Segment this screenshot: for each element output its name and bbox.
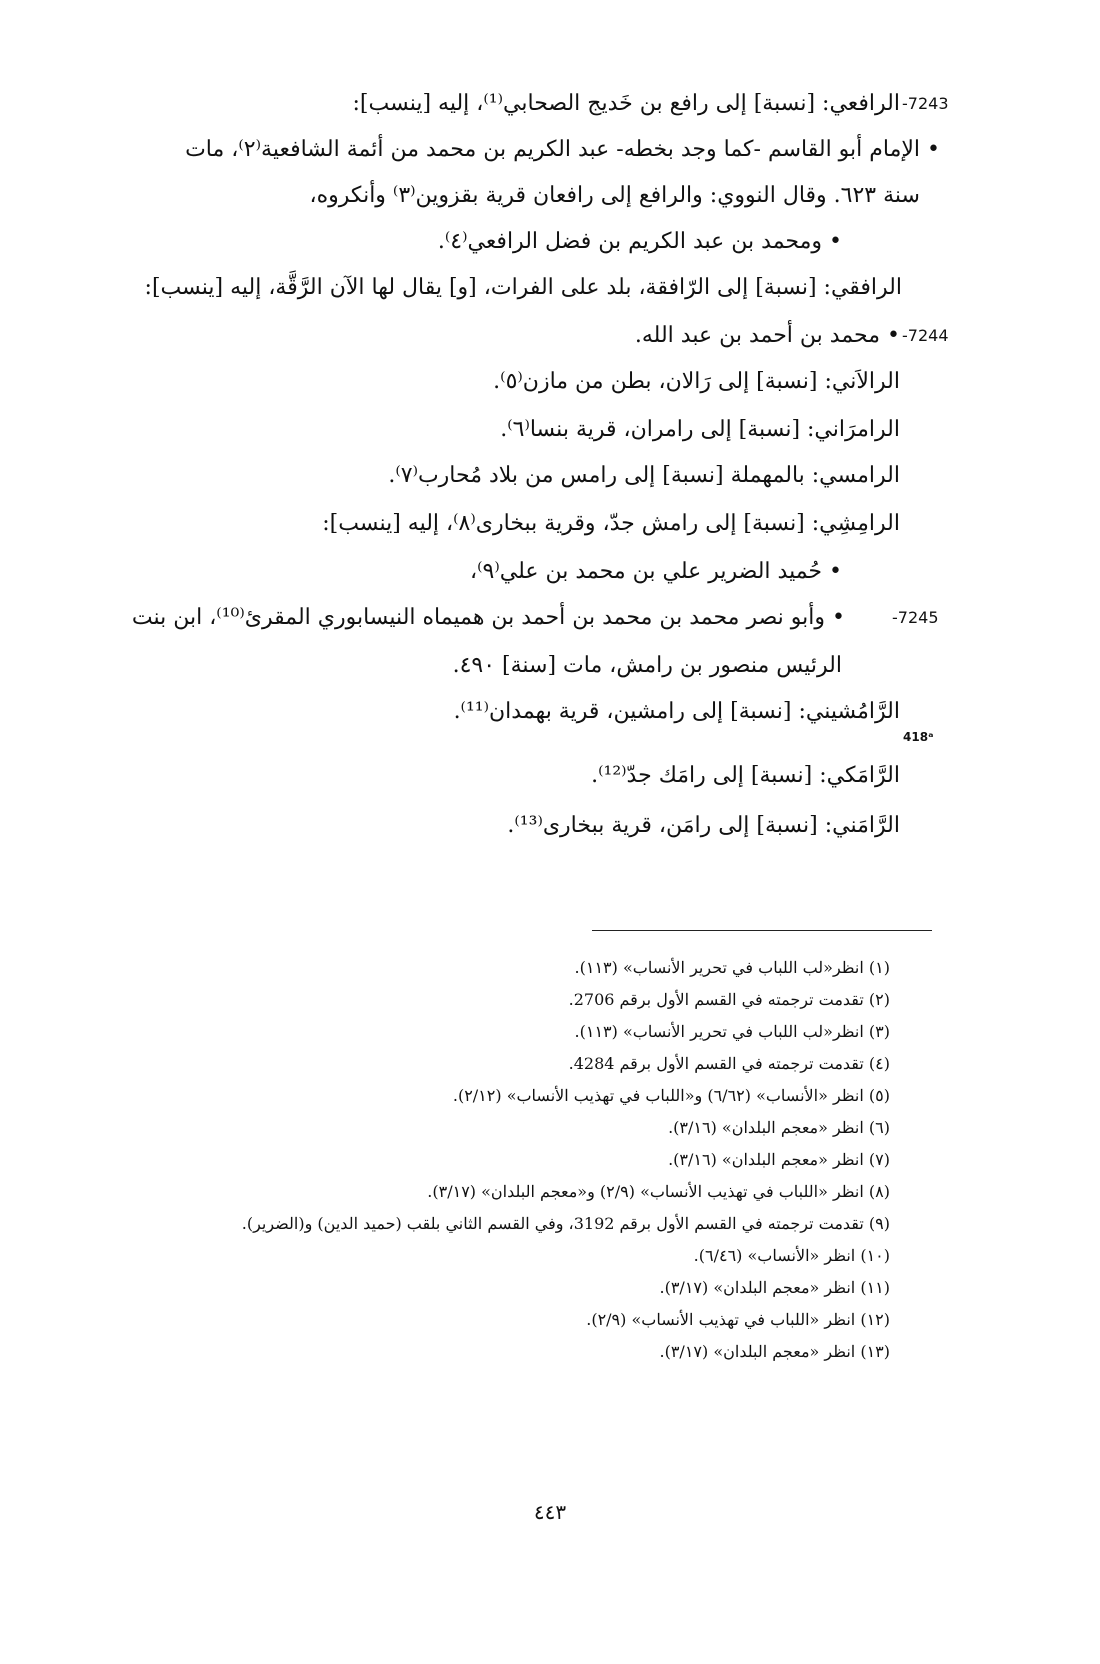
footnote-3: (٣) انظر«لب اللباب في تحرير الأنساب» (١١٣). — [574, 1022, 890, 1041]
entry-rafii-heading: الرافعي: [نسبة] إلى رافع بن خَديج الصحابي⁽¹⁾، إليه [ينسب]: — [352, 91, 900, 116]
entry-rafii-bullet-2: • ومحمد بن عبد الكريم بن فضل الرافعي⁽٤⁾. — [437, 229, 842, 254]
footnote-2: (٢) تقدمت ترجمته في القسم الأول برقم 2706. — [568, 990, 890, 1009]
entry-number-7245: -7245 — [892, 608, 939, 627]
entry-number-7243: -7243 — [902, 94, 949, 113]
entry-7244-bullet: • محمد بن أحمد بن عبد الله. — [634, 323, 900, 348]
entry-rafii-bullet-1b: سنة ٦٢٣. وقال النووي: والرافع إلى رافعان قرية بقزوين⁽٣⁾ وأنكروه، — [309, 183, 920, 208]
entry-ramaki: الرَّامَكي: [نسبة] إلى رامَك جدّ⁽¹²⁾. — [591, 763, 900, 788]
entry-ramrani: الرامرَاني: [نسبة] إلى رامران، قرية بنسا⁽٦⁾. — [500, 417, 900, 442]
footnote-separator — [592, 930, 932, 931]
entry-ramani: الرَّامَني: [نسبة] إلى رامَن، قرية ببخارى⁽¹³⁾. — [507, 813, 900, 838]
footnote-12: (١٢) انظر «اللباب في تهذيب الأنساب» (٢/٩). — [586, 1310, 890, 1329]
footnote-1: (١) انظر«لب اللباب في تحرير الأنساب» (١١٣). — [574, 958, 890, 977]
entry-ramishi-bullet-1: • حُميد الضرير علي بن محمد بن علي⁽٩⁾، — [470, 559, 842, 584]
footnote-7: (٧) انظر «معجم البلدان» (٣/١٦). — [668, 1150, 890, 1169]
footnote-5: (٥) انظر «الأنساب» (٦/٦٢) و«اللباب في تهذيب الأنساب» (٢/١٢). — [452, 1086, 890, 1105]
page-number: ٤٤٣ — [533, 1500, 567, 1524]
entry-rafiqi: الرافقي: [نسبة] إلى الرّافقة، بلد على الفرات، [و] يقال لها الآن الرَّقَّة، إليه [ينسب]: — [144, 275, 902, 300]
entry-ralani: الرالاَني: [نسبة] إلى رَالان، بطن من مازن⁽٥⁾. — [493, 369, 900, 394]
entry-7245-bullet-2a: • وأبو نصر محمد بن محمد بن أحمد بن هميماه النيسابوري المقرئ⁽¹⁰⁾، ابن بنت — [131, 605, 845, 630]
footnote-4: (٤) تقدمت ترجمته في القسم الأول برقم 4284. — [568, 1054, 890, 1073]
entry-number-7244: -7244 — [902, 326, 949, 345]
footnote-9: (٩) تقدمت ترجمته في القسم الأول برقم 3192، وفي القسم الثاني بلقب (حميد الدين) و(الضرير). — [241, 1214, 890, 1233]
footnote-10: (١٠) انظر «الأنساب» (٦/٤٦). — [693, 1246, 890, 1265]
footnote-8: (٨) انظر «اللباب في تهذيب الأنساب» (٢/٩) و«معجم البلدان» (٣/١٧). — [427, 1182, 890, 1201]
entry-rafii-bullet-1a: • الإمام أبو القاسم -كما وجد بخطه- عبد الكريم بن محمد من أئمة الشافعية⁽٢⁾، مات — [185, 137, 940, 162]
footnote-13: (١٣) انظر «معجم البلدان» (٣/١٧). — [659, 1342, 890, 1361]
margin-folio-marker: 418ᵃ — [903, 730, 934, 744]
entry-ramsi: الرامسي: بالمهملة [نسبة] إلى رامس من بلاد مُحارب⁽٧⁾. — [388, 463, 900, 488]
footnote-11: (١١) انظر «معجم البلدان» (٣/١٧). — [659, 1278, 890, 1297]
entry-7245-bullet-2b: الرئيس منصور بن رامش، مات [سنة] ٤٩٠. — [452, 653, 842, 678]
entry-ramshini: الرَّامُشيني: [نسبة] إلى رامشين، قرية بهمدان⁽¹¹⁾. — [453, 699, 900, 724]
entry-ramishi: الرامِشِي: [نسبة] إلى رامش جدّ، وقرية ببخارى⁽٨⁾، إليه [ينسب]: — [322, 511, 900, 536]
footnote-6: (٦) انظر «معجم البلدان» (٣/١٦). — [668, 1118, 890, 1137]
